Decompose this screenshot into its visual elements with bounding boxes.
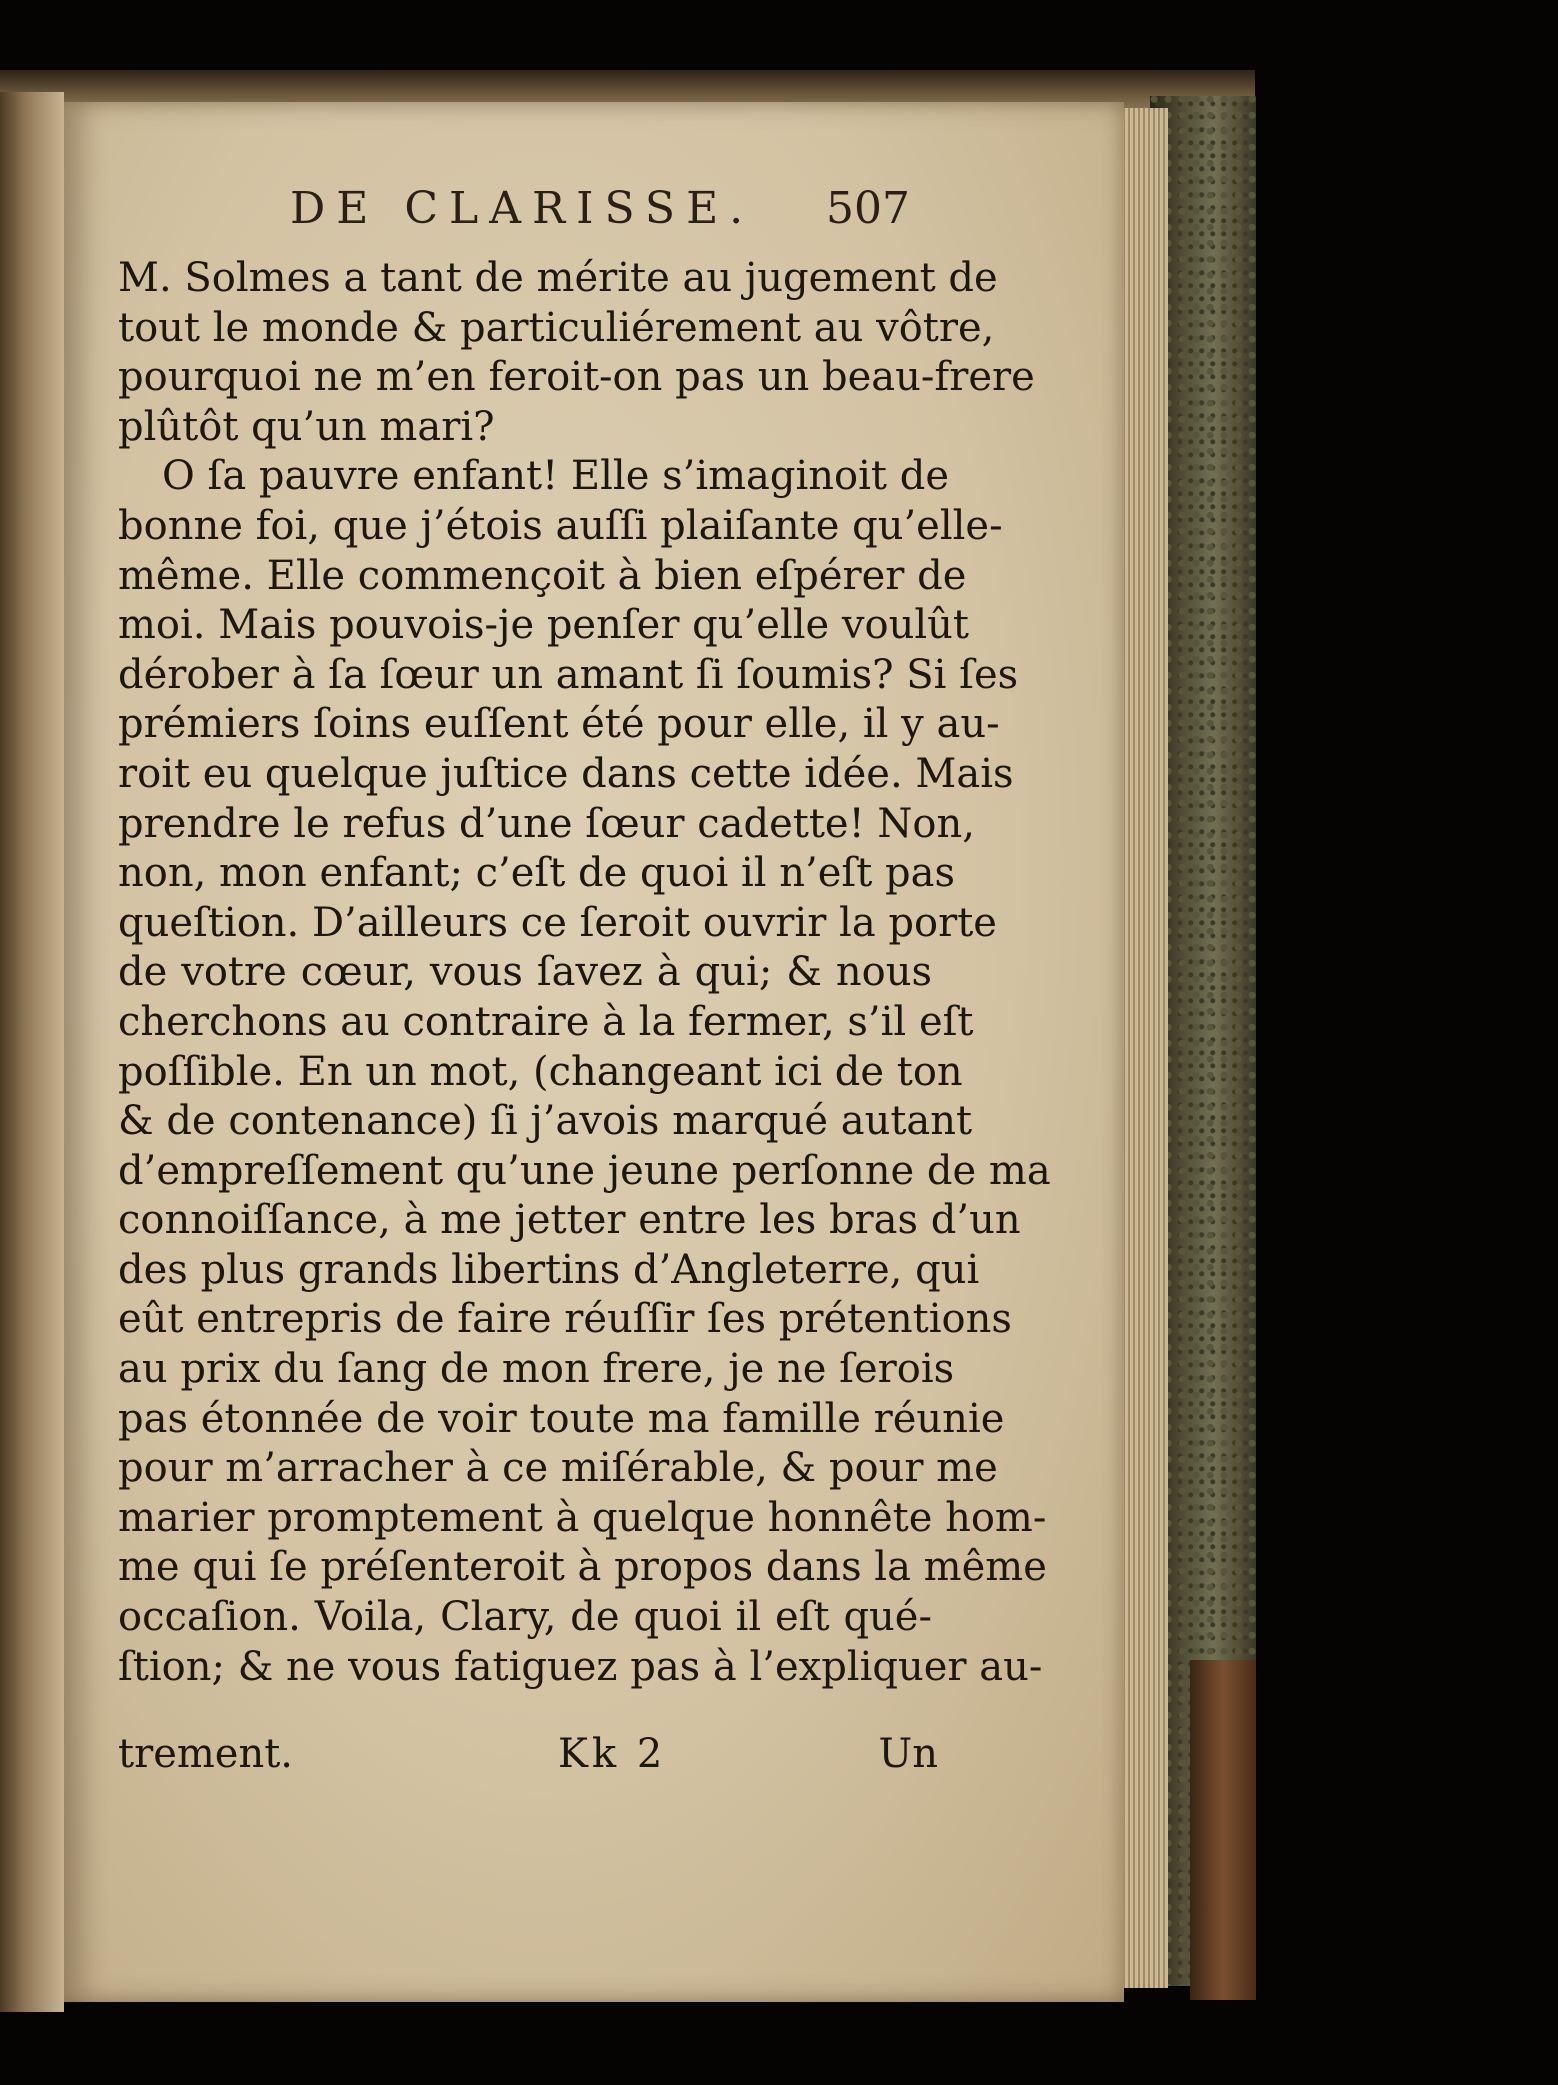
text-line: pas étonnée de voir toute ma famille réunie <box>118 1395 1005 1442</box>
text-line: marier promptement à quelque honnête hom- <box>118 1494 1047 1541</box>
text-line: dérober à ſa ſœur un amant ſi ſoumis? Si ſes <box>118 651 1019 698</box>
text-line: & de contenance) ſi j’avois marqué autant <box>118 1098 973 1145</box>
facing-page-edge <box>0 92 64 2012</box>
text-line: M. Solmes a tant de mérite au jugement de <box>118 255 998 301</box>
page-number: 507 <box>826 183 910 234</box>
text-line: connoiſſance, à me jetter entre les bras d’un <box>118 1197 1021 1244</box>
text-line: moi. Mais pouvois-je penſer qu’elle voulût <box>118 602 969 649</box>
text-line: tout le monde & particuliérement au vôtre, <box>118 304 995 351</box>
body-text <box>118 254 1051 1692</box>
text-line: roit eu quelque juſtice dans cette idée. Mais <box>118 750 1014 797</box>
text-line: plûtôt qu’un mari? <box>118 403 495 450</box>
text-line: prendre le refus d’une ſœur cadette! Non, <box>118 800 975 847</box>
final-line-word: trement. <box>118 1731 294 1777</box>
text-line: cherchons au contraire à la fermer, s’il eſt <box>118 998 974 1045</box>
text-line: même. Elle commençoit à bien eſpérer de <box>118 552 967 599</box>
text-line: me qui ſe préſenteroit à propos dans la même <box>118 1544 1047 1591</box>
running-head <box>290 183 910 243</box>
text-line: ſtion; & ne vous fatiguez pas à l’expliquer au- <box>118 1643 1043 1690</box>
text-line: occaſion. Voila, Clary, de quoi il eſt qué- <box>118 1594 932 1641</box>
page-footer <box>118 1731 938 1791</box>
text-line: prémiers ſoins euſſent été pour elle, il y au- <box>118 701 1000 748</box>
text-line: eût entrepris de faire réuſſir ſes prétentions <box>118 1296 1012 1343</box>
catchword: Un <box>878 1731 938 1777</box>
text-line: pourquoi ne m’en feroit-on pas un beau-frere <box>118 354 1035 401</box>
text-line: non, mon enfant; c’eſt de quoi il n’eſt pas <box>118 850 955 897</box>
text-line: des plus grands libertins d’Angleterre, qui <box>118 1246 980 1293</box>
leather-corner <box>1190 1660 1256 2000</box>
text-line: de votre cœur, vous ſavez à qui; & nous <box>118 949 932 996</box>
text-line: O ſa pauvre enfant! Elle s’imaginoit de <box>162 453 949 500</box>
signature-mark: Kk 2 <box>558 1731 667 1777</box>
text-line: au prix du ſang de mon frere, je ne ſerois <box>118 1346 955 1393</box>
text-line: queſtion. D’ailleurs ce ſeroit ouvrir la porte <box>118 899 997 946</box>
text-line: bonne foi, que j’étois auſſi plaiſante qu’elle- <box>118 502 1003 549</box>
running-title: DE CLARISSE. <box>290 183 755 234</box>
text-line: d’empreſſement qu’une jeune perſonne de ma <box>118 1147 1051 1194</box>
text-line: pour m’arracher à ce miſérable, & pour me <box>118 1445 998 1492</box>
text-line: poſſible. En un mot, (changeant ici de ton <box>118 1048 963 1095</box>
